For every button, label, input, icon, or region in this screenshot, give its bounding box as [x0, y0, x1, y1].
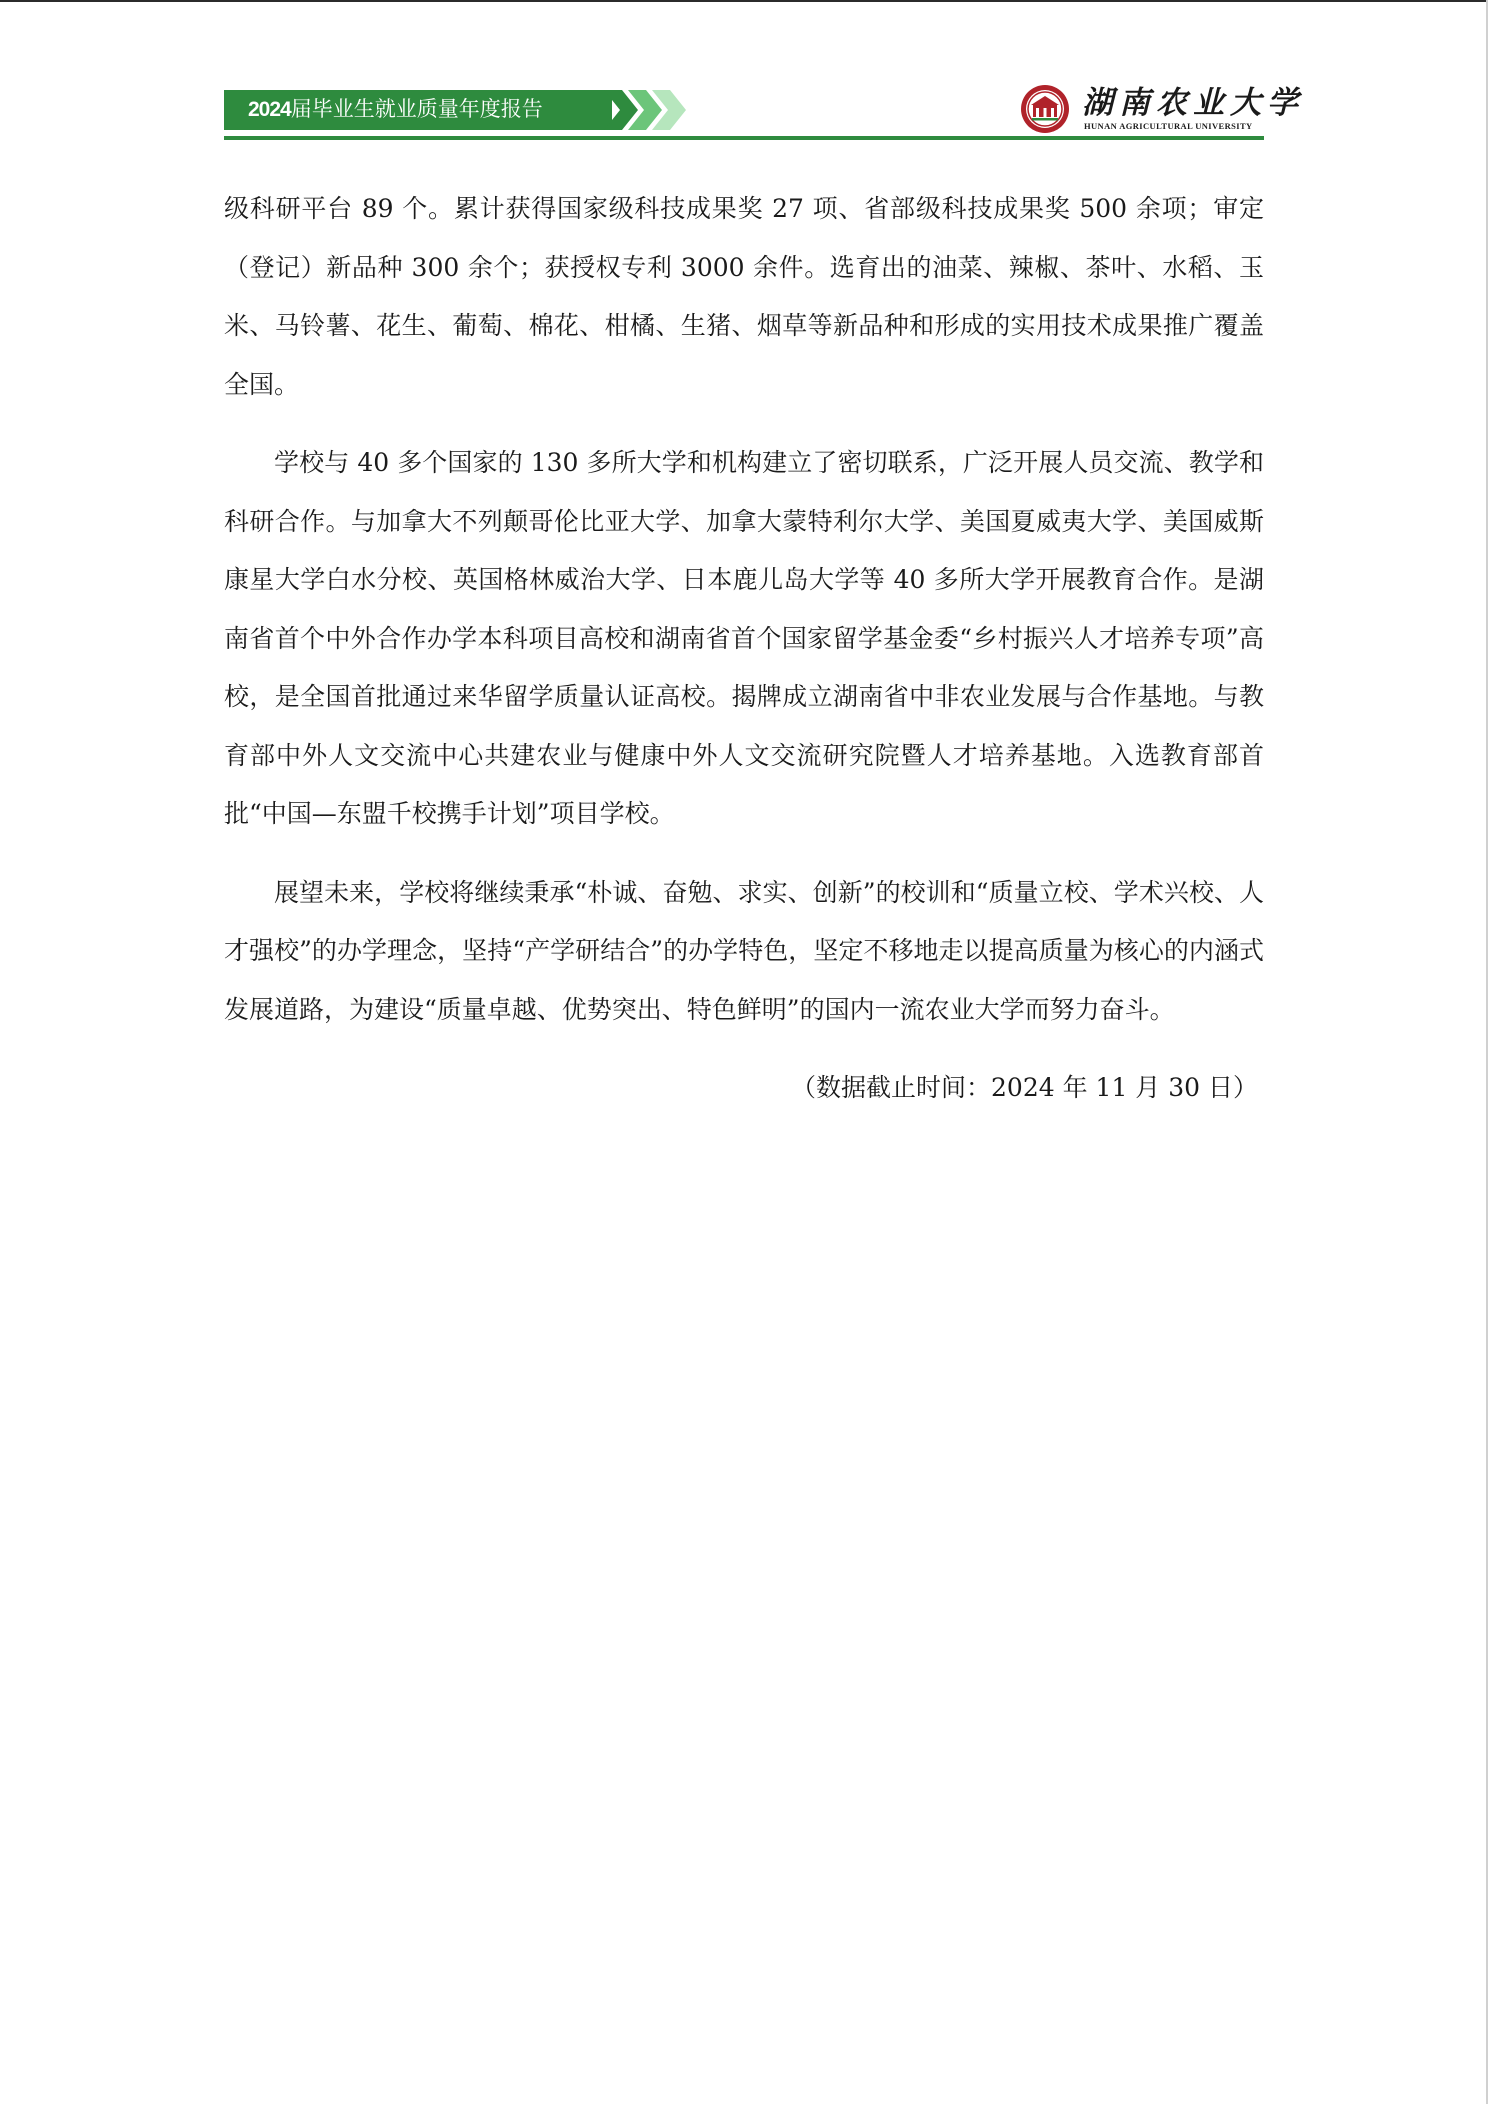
- header-rule: [224, 136, 1264, 140]
- report-title-banner: [224, 90, 612, 130]
- data-cutoff-note: （数据截止时间：2024 年 11 月 30 日）: [791, 1073, 1258, 1102]
- report-body: [224, 180, 1264, 1118]
- paragraph-international: 学校与 40 多个国家的 130 多所大学和机构建立了密切联系，广泛开展人员交流、教学和科研合作。与加拿大不列颠哥伦比亚大学、加拿大蒙特利尔大学、美国夏威夷大学、美国威斯康星大学白水分校、英国格林威治大学、日本鹿儿岛大学等 40 多所大学开展教育合作。是湖南省首个中外合作办学本科项目高校和湖南省首个国家留学基金委“乡村振兴人才培养专项”高校，是全国首批通过来华留学质量认证高校。揭牌成立湖南省中非农业发展与合作基地。与教育部中外人文交流中心共建农业与健康中外人文交流研究院暨人才培养基地。入选教育部首批“中国—东盟千校携手计划”项目学校。: [224, 448, 1264, 828]
- university-seal-icon: [1020, 84, 1070, 134]
- report-header: [224, 84, 1304, 140]
- report-year: 2024: [248, 98, 291, 121]
- university-logo: [1020, 84, 1304, 134]
- page-top-border: [0, 0, 1488, 2]
- paragraph-outlook: 展望未来，学校将继续秉承“朴诚、奋勉、求实、创新”的校训和“质量立校、学术兴校、人才强校”的办学理念，坚持“产学研结合”的办学特色，坚定不移地走以提高质量为核心的内涵式发展道路，为建设“质量卓越、优势突出、特色鲜明”的国内一流农业大学而努力奋斗。: [224, 877, 1264, 1024]
- chevron-arrows-icon: [604, 90, 700, 130]
- university-name-cn: 湖南农业大学: [1082, 85, 1304, 121]
- university-name-en: HUNAN AGRICULTURAL UNIVERSITY: [1084, 121, 1253, 131]
- paragraph-research: 级科研平台 89 个。累计获得国家级科技成果奖 27 项、省部级科技成果奖 500 余项；审定（登记）新品种 300 余个；获授权专利 3000 余件。选育出的油菜、辣椒、茶叶、水稻、玉米、马铃薯、花生、葡萄、棉花、柑橘、生猪、烟草等新品种和形成的实用技术成果推广覆盖全国。: [224, 194, 1264, 399]
- report-title: 届毕业生就业质量年度报告: [290, 98, 543, 121]
